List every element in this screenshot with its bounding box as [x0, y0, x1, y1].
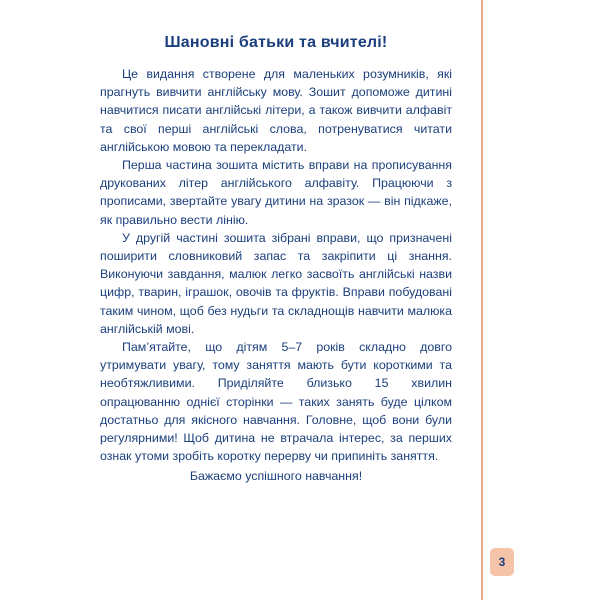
paragraph-part-two: У другій частині зошита зібрані вправи, що призначені поширити словниковий запас та закріпити ці знання. Виконуючи завдання, малюк легко засвоїть англійські назви цифр, тварин, іграшок, овочів та фруктів. Вправи побудовані таким чином, щоб без нудьги та складнощів навчити малюка англійській мові.	[100, 230, 452, 336]
margin-line	[481, 0, 483, 600]
paragraph-advice: Пам’ятайте, що дітям 5–7 років складно довго утримувати увагу, тому заняття мають бути короткими та необтяжливими. Приділяйте близько 15 хвилин опрацюванню однієї сторінки — таких занять буде цілком достатньо для якісного навчання. Головне, щоб вони були регулярними! Щоб дитина не втрачала інтерес, за перших ознак утоми зробіть коротку перерву чи припиніть заняття.	[100, 340, 452, 464]
main-text-block	[100, 34, 452, 486]
page-number: 3	[498, 555, 506, 569]
page-title: Шановні батьки та вчителі!	[164, 34, 388, 51]
closing-wish: Бажаємо успішного навчання!	[189, 469, 363, 484]
page-number-badge	[490, 548, 514, 576]
paragraph-part-one: Перша частина зошита містить вправи на прописування друкованих літер англійського алфавіту. Працюючи з прописами, звертайте увагу дитини на зразок — він підкаже, як правильно вести лінію.	[100, 158, 452, 227]
paragraph-intro: Це видання створене для маленьких розумників, які прагнуть вивчити англійську мову. Зошит допоможе дитині навчитися писати англійські літери, а також вивчити алфавіт та свої перші англійські слова, потренуватися читати англійською мовою та перекладати.	[100, 67, 452, 154]
